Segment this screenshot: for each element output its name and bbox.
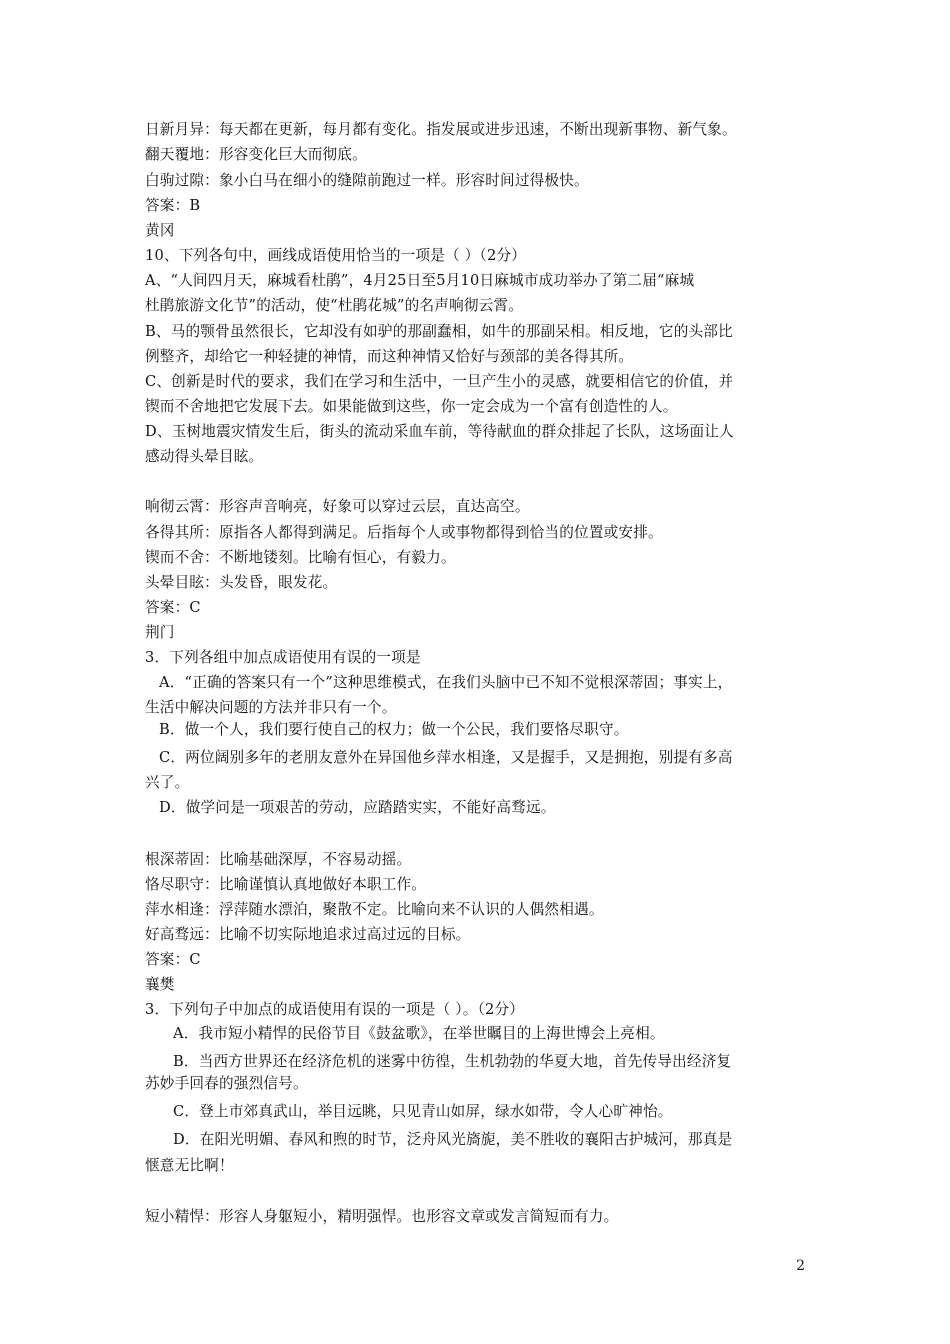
text-line <box>173 1024 822 1044</box>
text-line <box>145 975 822 995</box>
text-run: B．当西方世界还在经济危机的迷雾中彷徨，生机勃勃的华夏大地，首先传导出经济复 <box>173 1053 732 1070</box>
text-run: 10、下列各句中，画线成语使用恰当的一项是（ ）（2分） <box>145 247 527 264</box>
text-line <box>145 773 822 793</box>
text-line <box>145 1156 822 1176</box>
text-line <box>145 648 822 668</box>
text-run: 惬意无比啊！ <box>145 1157 234 1174</box>
text-line <box>145 573 822 593</box>
text-run: C．登上市郊真武山，举目远眺，只见青山如屏，绿水如带，令人 <box>173 1103 599 1120</box>
text-run: ；事实上， <box>658 674 733 691</box>
text-line <box>159 798 822 818</box>
text-run: 日新月异：每天都在更新，每月都有变化。指发展或进步迅速，不断出现新事物、新气象。 <box>145 121 737 138</box>
text-line <box>145 497 822 517</box>
emphasized-idiom: 恪尽职守 <box>554 721 614 738</box>
text-run: 白驹过隙：象小白马在细小的缝隙前跑过一样。形容时间过得极快。 <box>145 172 589 189</box>
text-run: 荆门 <box>145 624 175 641</box>
text-line <box>145 271 822 291</box>
text-run: 3．下列各组中加点成语使用有误的一项是 <box>145 649 421 666</box>
text-run: 的民俗节目《鼓盆歌》，在举世瞩目的上海世博会上亮相。 <box>287 1025 665 1042</box>
text-run: 答案：C <box>145 599 201 616</box>
text-line <box>173 1130 822 1150</box>
text-line <box>145 372 822 392</box>
text-line <box>145 698 822 718</box>
text-run: ，又是握手，又是拥抱，别提有多高 <box>495 749 733 766</box>
text-run: B、马的颚骨虽然很长，它却没有如驴的那副蠢相，如牛的那副呆相。相反地，它的头部比 <box>145 323 733 340</box>
text-run: 恪尽职守：比喻谨慎认真地做好本职工作。 <box>145 876 427 893</box>
text-line <box>145 145 822 165</box>
text-line <box>145 120 822 140</box>
text-line <box>145 246 822 266</box>
text-run: D．做学问是一项艰苦的劳动，应踏踏实实，不能 <box>159 799 482 816</box>
text-line <box>145 523 822 543</box>
emphasized-idiom: 美不胜收 <box>510 1131 570 1148</box>
text-run: 。 <box>657 1103 673 1120</box>
text-line <box>145 422 822 442</box>
text-line <box>145 1207 822 1227</box>
emphasized-idiom: 根深蒂固 <box>599 674 659 691</box>
text-line <box>145 598 822 618</box>
text-run: 锲而不舍：不断地镂刻。比喻有恒心，有毅力。 <box>145 549 456 566</box>
text-line <box>159 748 822 768</box>
text-run: 翻天覆地：形容变化巨大而彻底。 <box>145 146 367 163</box>
text-run: 感动得头晕目眩。 <box>145 448 264 465</box>
text-run: 黄冈 <box>145 222 175 239</box>
text-run: 杜鹃旅游文化节”的活动，使“杜鹃花城”的名声响彻云霄。 <box>145 297 524 314</box>
text-line <box>145 196 822 216</box>
text-run: A．“正确的答案只有一个”这种思维模式，在我们头脑中已不知不觉 <box>159 674 600 691</box>
text-run: 。 <box>540 799 556 816</box>
text-run: 。 <box>613 721 629 738</box>
text-run: 根深蒂固：比喻基础深厚，不容易动摇。 <box>145 851 412 868</box>
text-line <box>145 322 822 342</box>
text-line <box>145 875 822 895</box>
text-run: 各得其所：原指各人都得到满足。后指每个人或事物都得到恰当的位置或安排。 <box>145 524 663 541</box>
page-number: 2 <box>796 1258 805 1274</box>
text-run: 兴了。 <box>145 774 190 791</box>
text-run: 生活中解决问题的方法并非只有一个。 <box>145 699 397 716</box>
text-line <box>145 925 822 945</box>
text-line <box>145 296 822 316</box>
text-line <box>145 850 822 870</box>
text-run: 答案：C <box>145 951 201 968</box>
text-line <box>159 673 822 693</box>
emphasized-idiom: 好高骛远 <box>481 799 541 816</box>
text-run: 响彻云霄：形容声音响亮，好象可以穿过云层，直达高空。 <box>145 498 530 515</box>
text-run: C．两位阔别多年的老朋友意外在异国他乡 <box>159 749 437 766</box>
text-run: 的强烈信号。 <box>218 1075 308 1092</box>
text-line <box>159 720 822 740</box>
text-run: 答案：B <box>145 197 201 214</box>
text-run: A．我市 <box>173 1025 229 1042</box>
text-line <box>145 548 822 568</box>
text-line <box>173 1102 822 1122</box>
text-run: 3．下列句子中加点的成语使用有误的一项是（ ）。（2分） <box>145 1001 525 1018</box>
text-run: 的襄阳古护城河，那真是 <box>569 1131 733 1148</box>
text-line <box>145 171 822 191</box>
text-run: 萍水相逢：浮萍随水漂泊，聚散不定。比喻向来不认识的人偶然相遇。 <box>145 901 604 918</box>
text-run: C、创新是时代的要求，我们在学习和生活中，一旦产生小的灵感，就要相信它的价值，并 <box>145 373 734 390</box>
text-line <box>145 397 822 417</box>
text-run: D．在阳光明媚、春风和煦的时节，泛舟风光旖旎， <box>173 1131 511 1148</box>
text-line <box>145 1000 822 1020</box>
text-line <box>145 1074 822 1094</box>
text-line <box>145 900 822 920</box>
emphasized-idiom: 萍水相逢 <box>436 749 496 766</box>
text-run: 短小精悍：形容人身躯短小，精明强悍。也形容文章或发言简短而有力。 <box>145 1208 619 1225</box>
text-run: 例整齐，却给它一种轻捷的神情，而这种神情又恰好与颈部的美各得其所。 <box>145 348 634 365</box>
text-line <box>145 221 822 241</box>
emphasized-idiom: 短小精悍 <box>228 1025 288 1042</box>
text-run: A、“人间四月天，麻城看杜鹃”，4月25日至5月10日麻城市成功举办了第二届“麻城 <box>145 272 695 289</box>
text-line <box>145 347 822 367</box>
text-line <box>145 623 822 643</box>
emphasized-idiom: 心旷神怡 <box>598 1103 658 1120</box>
text-line <box>173 1052 822 1072</box>
text-line <box>145 447 822 467</box>
text-run: 头晕目眩：头发昏，眼发花。 <box>145 574 338 591</box>
text-run: 襄樊 <box>145 976 175 993</box>
emphasized-idiom: 妙手回春 <box>159 1075 219 1092</box>
text-run: 苏 <box>145 1075 160 1092</box>
text-run: B．做一个人，我们要行使自己的权力；做一个公民，我们要 <box>159 721 555 738</box>
text-run: 锲而不舍地把它发展下去。如果能做到这些，你一定会成为一个富有创造性的人。 <box>145 398 678 415</box>
text-line <box>145 950 822 970</box>
text-run: 好高骛远：比喻不切实际地追求过高过远的目标。 <box>145 926 471 943</box>
text-run: D、玉树地震灾情发生后，街头的流动采血车前，等待献血的群众排起了长队，这场面让人 <box>145 423 734 440</box>
